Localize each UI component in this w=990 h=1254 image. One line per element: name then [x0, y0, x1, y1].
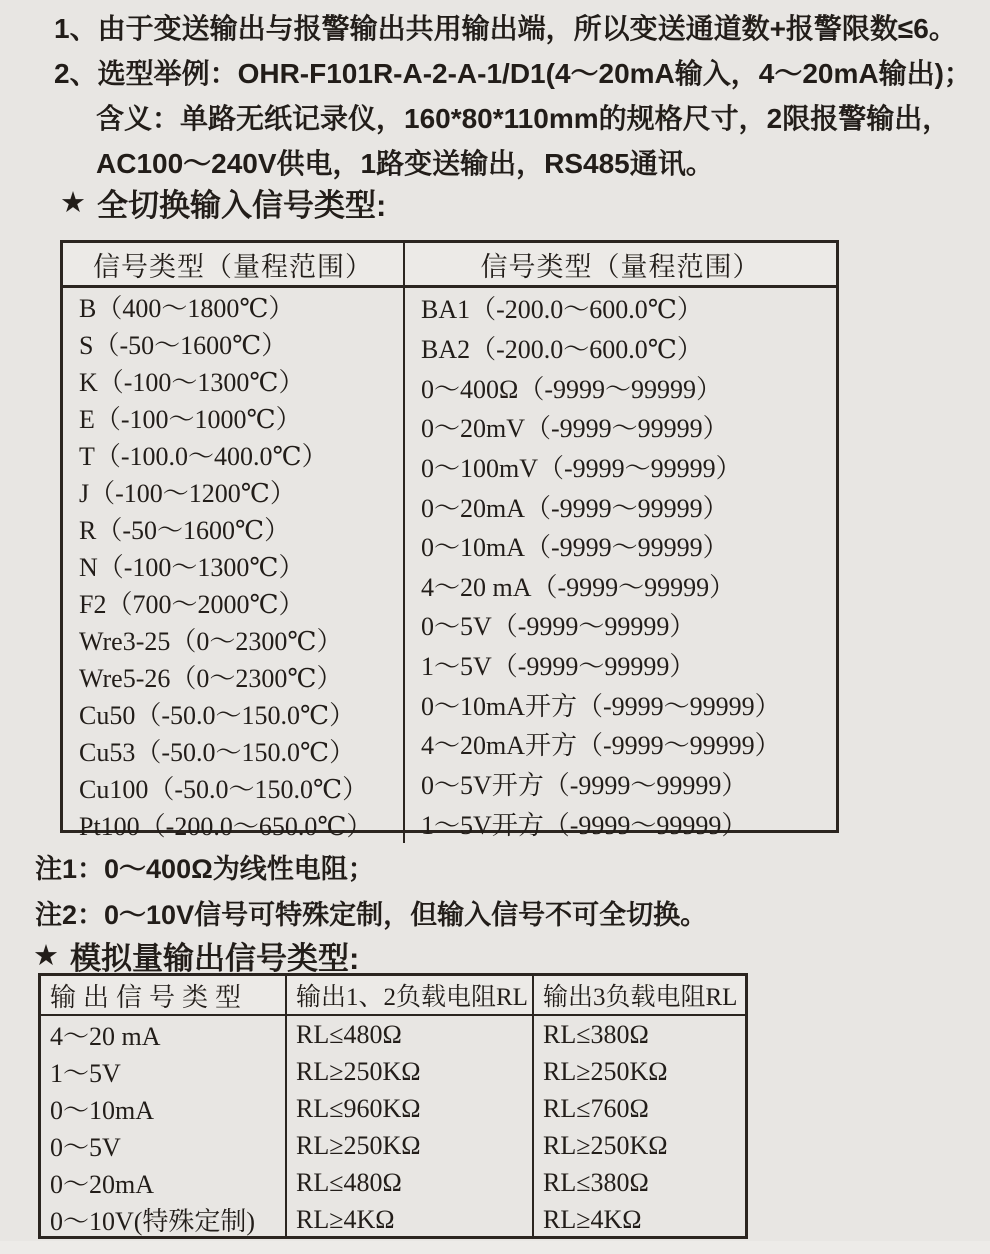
signal-row: T（-100.0～400.0℃）	[79, 442, 328, 471]
rl-value-cell: RL≥250KΩ	[543, 1130, 668, 1160]
signal-row: 0～100mV（-9999～99999）	[421, 453, 742, 483]
rl-value-cell: RL≤480Ω	[296, 1167, 402, 1197]
signal-row: 4～20mA开方（-9999～99999）	[421, 731, 781, 761]
output-signal-section-heading	[33, 933, 359, 978]
output-rl12-column	[287, 1016, 534, 1238]
star-icon: ★	[60, 187, 86, 219]
signal-row: R（-50～1600℃）	[79, 516, 291, 545]
rl-value-cell: RL≥250KΩ	[296, 1130, 421, 1160]
signal-row: Wre3-25（0～2300℃）	[79, 627, 343, 656]
input-table-right-column	[405, 288, 836, 843]
input-table-header-left: 信号类型（量程范围）	[63, 243, 405, 288]
note-line-2-continued: 含义：单路无纸记录仪，160*80*110mm的规格尺寸，2限报警输出，	[96, 103, 951, 134]
note-line-2: 2、选型举例：OHR-F101R-A-2-A-1/D1(4～20mA输入，4～20mA输出)；	[54, 58, 972, 89]
input-table-header-right: 信号类型（量程范围）	[405, 243, 836, 288]
output-type-cell: 0～10mA	[50, 1096, 155, 1125]
output-table-header-type: 输出信号类型	[41, 976, 287, 1016]
signal-row: Cu100（-50.0～150.0℃）	[79, 775, 369, 804]
signal-row: Cu53（-50.0～150.0℃）	[79, 738, 356, 767]
signal-row: 0～10mA（-9999～99999）	[421, 533, 729, 563]
rl-value-cell: RL≤960KΩ	[296, 1093, 421, 1123]
input-signal-section-title: 全切换输入信号类型:	[97, 188, 387, 223]
input-signal-table	[60, 240, 839, 841]
rl-value-cell: RL≥250KΩ	[543, 1056, 668, 1086]
input-signal-section-heading	[60, 180, 386, 225]
output-signal-section-title: 模拟量输出信号类型:	[70, 941, 360, 976]
input-table-left-column	[63, 288, 405, 843]
signal-row: BA2（-200.0～600.0℃）	[421, 334, 703, 364]
rl-value-cell: RL≤480Ω	[296, 1019, 402, 1049]
rl-value-cell: RL≥4KΩ	[543, 1204, 642, 1234]
signal-row: 0～20mA（-9999～99999）	[421, 493, 729, 523]
signal-row: Pt100（-200.0～650.0℃）	[79, 812, 373, 841]
signal-row: J（-100～1200℃）	[79, 479, 296, 508]
rl-value-cell: RL≤760Ω	[543, 1093, 649, 1123]
footnote-2: 注2：0～10V信号可特殊定制，但输入信号不可全切换。	[35, 900, 708, 930]
rl-value-cell: RL≥250KΩ	[296, 1056, 421, 1086]
signal-row: N（-100～1300℃）	[79, 553, 305, 582]
output-table-header-rl3: 输出3负载电阻RL	[534, 976, 745, 1016]
signal-row: F2（700～2000℃）	[79, 590, 305, 619]
signal-row: 0～10mA开方（-9999～99999）	[421, 691, 781, 721]
output-table-header-rl12: 输出1、2负载电阻RL	[287, 976, 534, 1016]
output-type-cell: 0～5V	[50, 1133, 121, 1162]
rl-value-cell: RL≤380Ω	[543, 1019, 649, 1049]
signal-row: B（400～1800℃）	[79, 294, 295, 323]
signal-row: E（-100～1000℃）	[79, 405, 302, 434]
signal-row: 4～20 mA（-9999～99999）	[421, 572, 736, 602]
note-line-2-continued-2: AC100～240V供电，1路变送输出，RS485通讯。	[96, 148, 714, 179]
signal-row: 1～5V（-9999～99999）	[421, 652, 696, 682]
rl-value-cell: RL≥4KΩ	[296, 1204, 395, 1234]
output-signal-table	[38, 973, 748, 1239]
output-type-column	[41, 1016, 287, 1238]
signal-row: 1～5V开方（-9999～99999）	[421, 810, 748, 840]
output-type-cell: 4～20 mA	[50, 1022, 161, 1051]
signal-row: Wre5-26（0～2300℃）	[79, 664, 343, 693]
signal-row: 0～400Ω（-9999～99999）	[421, 374, 722, 404]
output-type-cell: 1～5V	[50, 1059, 121, 1088]
output-type-cell: 0～10V(特殊定制)	[50, 1207, 256, 1236]
signal-row: BA1（-200.0～600.0℃）	[421, 295, 703, 325]
signal-row: K（-100～1300℃）	[79, 368, 305, 397]
note-line-1: 1、由于变送输出与报警输出共用输出端，所以变送通道数+报警限数≤6。	[54, 13, 957, 44]
star-icon: ★	[33, 940, 59, 972]
rl-value-cell: RL≤380Ω	[543, 1167, 649, 1197]
signal-row: S（-50～1600℃）	[79, 331, 288, 360]
footnote-1: 注1：0～400Ω为线性电阻；	[35, 854, 375, 884]
signal-row: 0～20mV（-9999～99999）	[421, 414, 729, 444]
signal-row: 0～5V开方（-9999～99999）	[421, 771, 748, 800]
output-type-cell: 0～20mA	[50, 1170, 155, 1199]
signal-row: 0～5V（-9999～99999）	[421, 612, 696, 642]
output-rl3-column	[534, 1016, 745, 1238]
page-bottom-margin	[0, 1241, 990, 1254]
signal-row: Cu50（-50.0～150.0℃）	[79, 701, 356, 730]
